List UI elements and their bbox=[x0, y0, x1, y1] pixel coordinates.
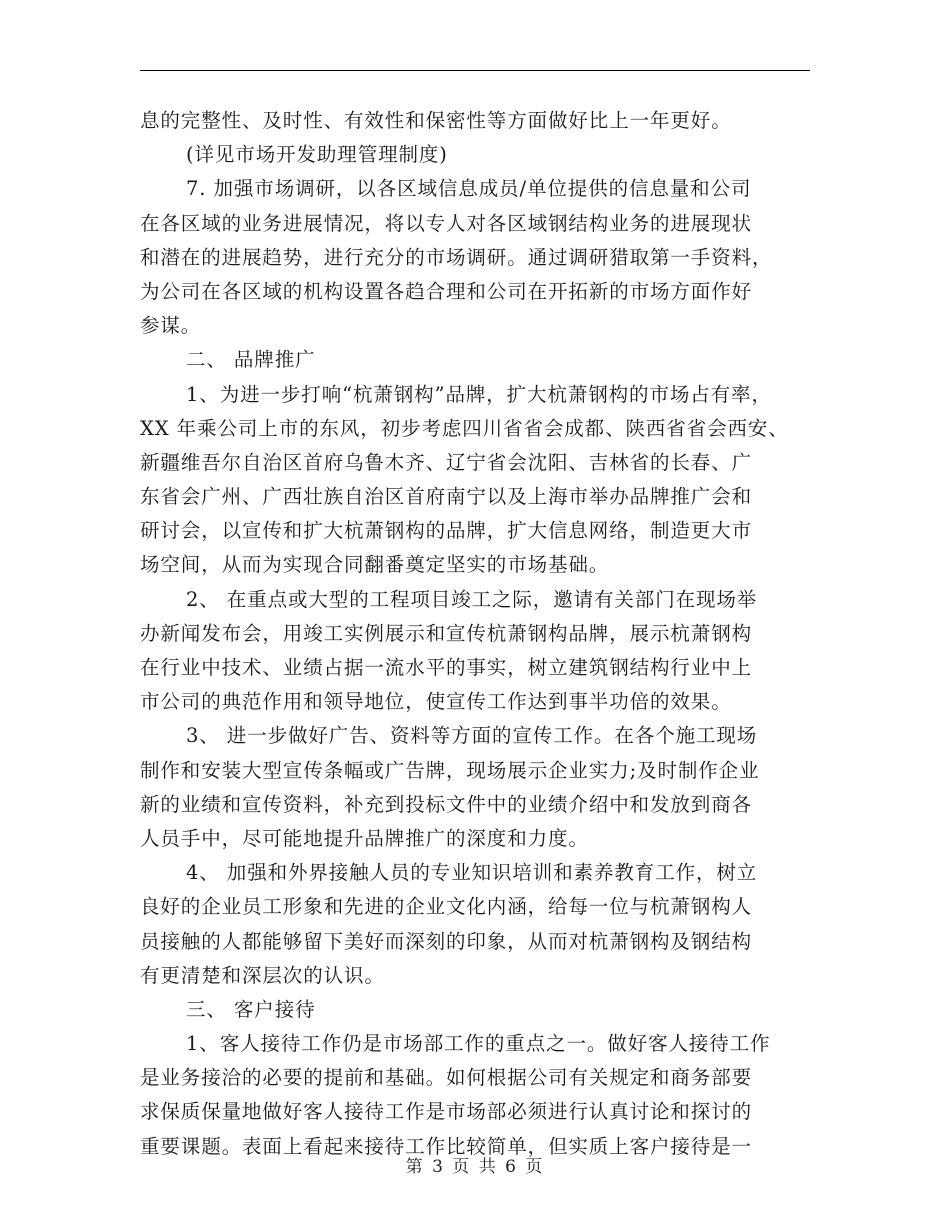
text-line: 是业务接洽的必要的提前和基础。如何根据公司有关规定和商务部要 bbox=[140, 1066, 753, 1090]
text-line: 3、 进一步做好广告、资料等方面的宣传工作。在各个施工现场 bbox=[186, 724, 758, 748]
text-line: 4、 加强和外界接触人员的专业知识培训和素养教育工作，树立 bbox=[186, 861, 758, 885]
text-line: 新疆维吾尔自治区首府乌鲁木齐、辽宁省会沈阳、吉林省的长春、广 bbox=[140, 450, 753, 474]
text-line: 为公司在各区域的机构设置各趋合理和公司在开拓新的市场方面作好 bbox=[140, 279, 753, 303]
text-line: 求保质保量地做好客人接待工作是市场部必须进行认真讨论和探讨的 bbox=[140, 1100, 753, 1124]
text-line: 办新闻发布会，用竣工实例展示和宣传杭萧钢构品牌，展示杭萧钢构 bbox=[140, 621, 753, 645]
page-footer: 第 3 页 共 6 页 bbox=[405, 1157, 545, 1177]
text-line: 息的完整性、及时性、有效性和保密性等方面做好比上一年更好。 bbox=[140, 109, 732, 132]
text-line: 东省会广州、广西壮族自治区首府南宁以及上海市举办品牌推广会和 bbox=[140, 485, 753, 509]
text-line: 研讨会，以宣传和扩大杭萧钢构的品牌，扩大信息网络，制造更大市 bbox=[140, 519, 753, 543]
text-line: 和潜在的进展趋势，进行充分的市场调研。通过调研猎取第一手资料， bbox=[140, 245, 773, 269]
text-line: 在各区域的业务进展情况，将以专人对各区域钢结构业务的进展现状 bbox=[140, 211, 753, 235]
text-line: 二、 品牌推广 bbox=[186, 348, 316, 372]
text-line: 参谋。 bbox=[140, 314, 202, 338]
text-line: 制作和安装大型宣传条幅或广告牌，现场展示企业实力;及时制作企业 bbox=[140, 758, 760, 782]
document-body bbox=[140, 104, 810, 1164]
text-line: 场空间，从而为实现合同翻番奠定坚实的市场基础。 bbox=[140, 553, 610, 577]
text-line: 新的业绩和宣传资料，补充到投标文件中的业绩介绍中和发放到商各 bbox=[140, 792, 753, 816]
text-line: 三、 客户接待 bbox=[186, 997, 316, 1021]
text-line: 人员手中，尽可能地提升品牌推广的深度和力度。 bbox=[140, 826, 589, 850]
text-line: 良好的企业员工形象和先进的企业文化内涵，给每一位与杭萧钢构人 bbox=[140, 895, 753, 919]
text-line: 在行业中技术、业绩占据一流水平的事实，树立建筑钢结构行业中上 bbox=[140, 656, 753, 679]
text-line: XX 年乘公司上市的东风，初步考虑四川省省会成都、陕西省省会西安、 bbox=[140, 416, 789, 440]
text-line: 有更清楚和深层次的认识。 bbox=[140, 963, 385, 987]
text-line: 2、 在重点或大型的工程项目竣工之际，邀请有关部门在现场举 bbox=[186, 587, 758, 611]
text-line: (详见市场开发助理管理制度) bbox=[186, 143, 448, 167]
header-rule bbox=[140, 70, 810, 71]
text-line: 7. 加强市场调研，以各区域信息成员/单位提供的信息量和公司 bbox=[186, 177, 752, 201]
text-line: 1、为进一步打响“杭萧钢构”品牌，扩大杭萧钢构的市场占有率， bbox=[186, 382, 772, 406]
text-line: 1、客人接待工作仍是市场部工作的重点之一。做好客人接待工作 bbox=[186, 1032, 771, 1056]
text-line: 重要课题。表面上看起来接待工作比较简单，但实质上客户接待是一 bbox=[140, 1134, 753, 1158]
text-line: 员接触的人都能够留下美好而深刻的印象，从而对杭萧钢构及钢结构 bbox=[140, 929, 753, 953]
text-line: 市公司的典范作用和领导地位，使宣传工作达到事半功倍的效果。 bbox=[140, 690, 732, 714]
